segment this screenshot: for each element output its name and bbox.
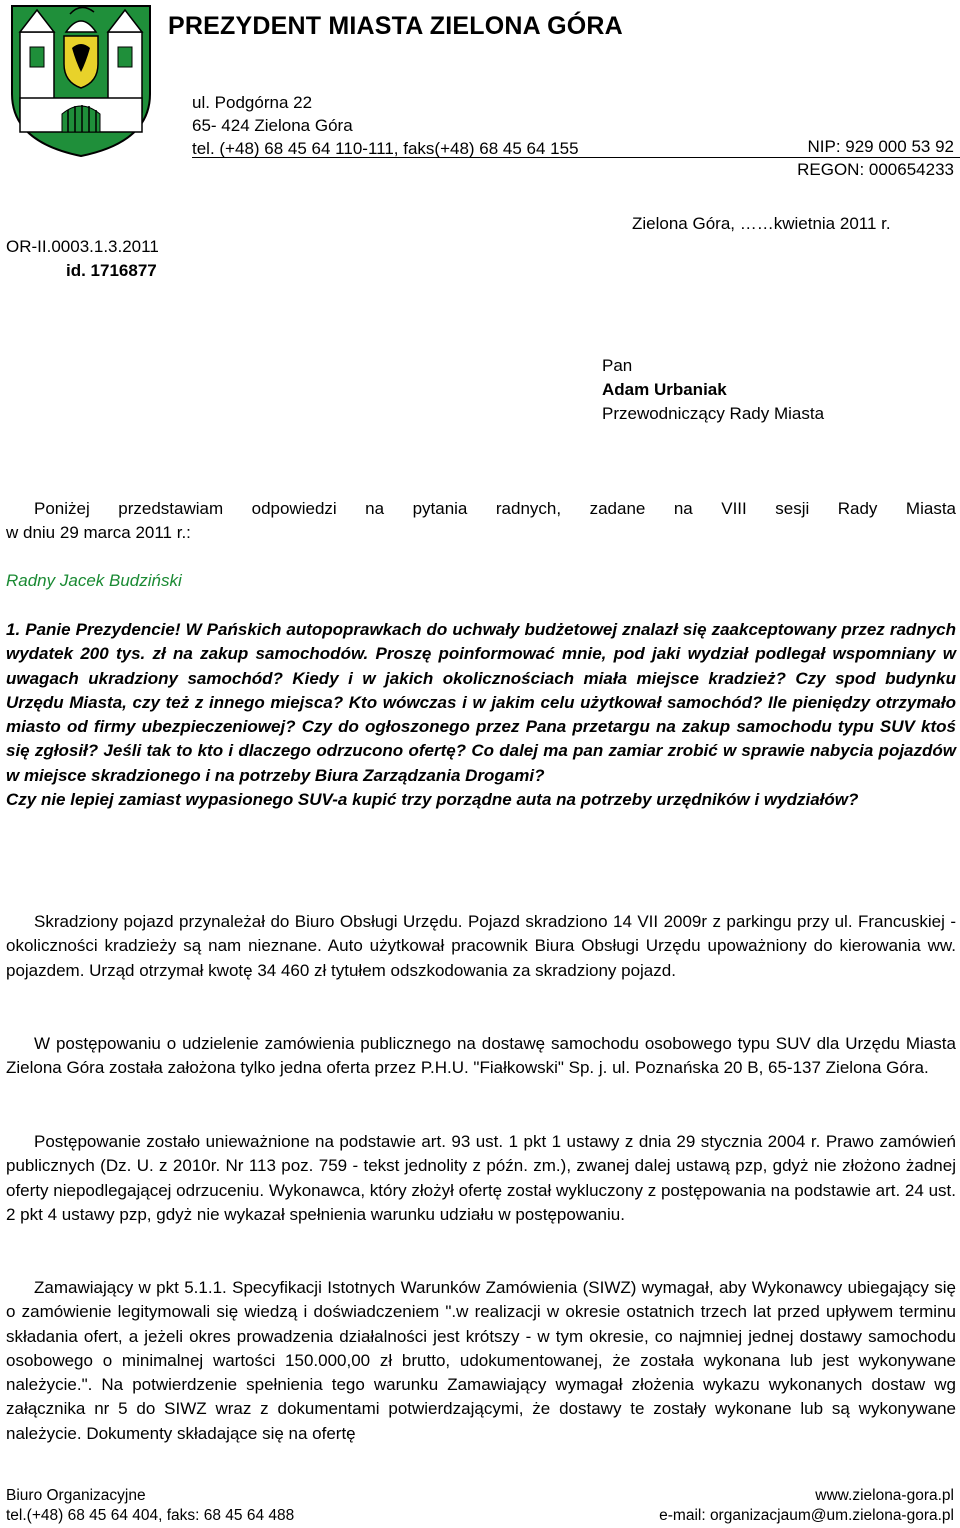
question-part-1: 1. Panie Prezydencie! W Pańskich autopoprawkach do uchwały budżetowej znalazł się zaakceptowany przez radnych wydatek 200 tys. zł na zakup samochodów. Proszę poinformować mnie, pod jaki wydział podlegał wspomniany w uwagach ukradziony samochód? Kiedy i w jakich okolicznościach miała miejsce kradzież? Czy spod budynku Urzędu Miasta, czy też z innego miejsca? Kto wówczas i w jakim celu użytkował samochód? Ile pieniędzy otrzymało miasto od firmy ubezpieczeniowej? Czy do ogłoszonego przez Pana przetargu na zakup samochodu typu SUV ktoś się zgłosił? Jeśli tak to kto i dlaczego odrzucono ofertę? Co dalej ma pan zamiar zrobić w sprawie nabycia pojazdów w miejsce skradzionego i na potrzeby Biura Zarządzania Drogami? [6, 620, 956, 785]
answer-paragraph-1-text: Skradziony pojazd przynależał do Biuro Obsługi Urzędu. Pojazd skradziono 14 VII 2009r z parkingu przy ul. Francuskiej - okoliczności kradzieży są nam nieznane. Auto użytkował pracownik Biura Obsługi Urzędu upoważniony do kierowania ww. pojazdem. Urząd otrzymał kwotę 34 460 zł tytułem odszkodowania za skradziony pojazd. [6, 912, 956, 980]
answer-paragraph-1 [6, 910, 956, 983]
answer-paragraph-2 [6, 1032, 956, 1081]
place-date: Zielona Góra, ……kwietnia 2011 r. [632, 214, 891, 233]
answer-paragraph-3 [6, 1130, 956, 1227]
case-number: OR-II.0003.1.3.2011 [6, 237, 159, 256]
regon-number: REGON: 000654233 [797, 160, 954, 179]
address-postal: 65- 424 Zielona Góra [192, 116, 353, 135]
question-part-2: Czy nie lepiej zamiast wypasionego SUV-a kupić trzy porządne auta na potrzeby urzędników i wydziałów? [6, 790, 859, 810]
recipient-name: Adam Urbaniak [602, 380, 727, 399]
document-id: id. 1716877 [66, 261, 157, 280]
address-phone: tel. (+48) 68 45 64 110-111, faks(+48) 68 45 64 155 [192, 139, 579, 158]
footer-email[interactable]: e-mail: organizacjaum@um.zielona-gora.pl [659, 1507, 954, 1524]
intro-line-2: w dniu 29 marca 2011 r.: [6, 523, 191, 542]
nip-number: NIP: 929 000 53 92 [807, 137, 954, 156]
answer-paragraph-3-text: Postępowanie zostało unieważnione na podstawie art. 93 ust. 1 pkt 1 ustawy z dnia 29 stycznia 2004 r. Prawo zamówień publicznych (Dz. U. z 2010r. Nr 113 poz. 759 - tekst jednolity z późn. zm.), zwanej dalej ustawą pzp, gdyż nie złożono żadnej oferty niepodlegającej odrzuceniu. Wykonawca, który złożył ofertę został wykluczony z postępowania na podstawie art. 24 ust. 2 pkt 4 ustawy pzp, gdyż nie wykazał spełnienia warunku udziału w postępowaniu. [6, 1132, 956, 1224]
intro-line-1: Poniżej przedstawiam odpowiedzi na pytania radnych, zadane na VIII sesji Rady Miasta [34, 499, 956, 518]
answer-paragraph-4 [6, 1276, 956, 1446]
address-street: ul. Podgórna 22 [192, 93, 313, 112]
city-coat-of-arms-icon [6, 2, 156, 158]
footer-phone: tel.(+48) 68 45 64 404, faks: 68 45 64 488 [6, 1507, 295, 1524]
councillor-name: Radny Jacek Budziński [6, 571, 182, 590]
answer-paragraph-4-text: Zamawiający w pkt 5.1.1. Specyfikacji Istotnych Warunków Zamówienia (SIWZ) wymagał, aby Wykonawcy ubiegający się o zamówienie legitymowali się wiedzą i doświadczeniem ".w realizacji w okresie ostatnich trzech lat przed upływem terminu składania ofert, a jeżeli okres prowadzenia działalności jest krótszy - w tym okresie, co najmniej jednej dostawy samochodu osobowego o minimalnej wartości 150.000,00 zł brutto, udokumentowanej, że została wykonana lub jest wykonywane należycie.". Na potwierdzenie spełnienia tego warunku Zamawiający wymagał złożenia wykazu wykonanych dostaw wg załącznika nr 5 do SIWZ wraz z dokumentami potwierdzającymi, że dostawy te zostały wykonane lub są wykonywane należycie. Dokumenty składające się na ofertę [6, 1278, 956, 1443]
recipient-role: Przewodniczący Rady Miasta [602, 404, 825, 423]
document-title: PREZYDENT MIASTA ZIELONA GÓRA [168, 12, 623, 40]
header-divider [192, 157, 960, 158]
footer-office: Biuro Organizacyjne [6, 1487, 146, 1504]
recipient-salutation: Pan [602, 356, 633, 375]
answer-paragraph-2-text: W postępowaniu o udzielenie zamówienia publicznego na dostawę samochodu osobowego typu SUV dla Urzędu Miasta Zielona Góra została założona tylko jedna oferta przez P.H.U. "Fiałkowski" Sp. j. ul. Poznańska 20 B, 65-137 Zielona Góra. [6, 1034, 956, 1078]
footer-website[interactable]: www.zielona-gora.pl [815, 1487, 954, 1504]
question-text [6, 618, 956, 812]
